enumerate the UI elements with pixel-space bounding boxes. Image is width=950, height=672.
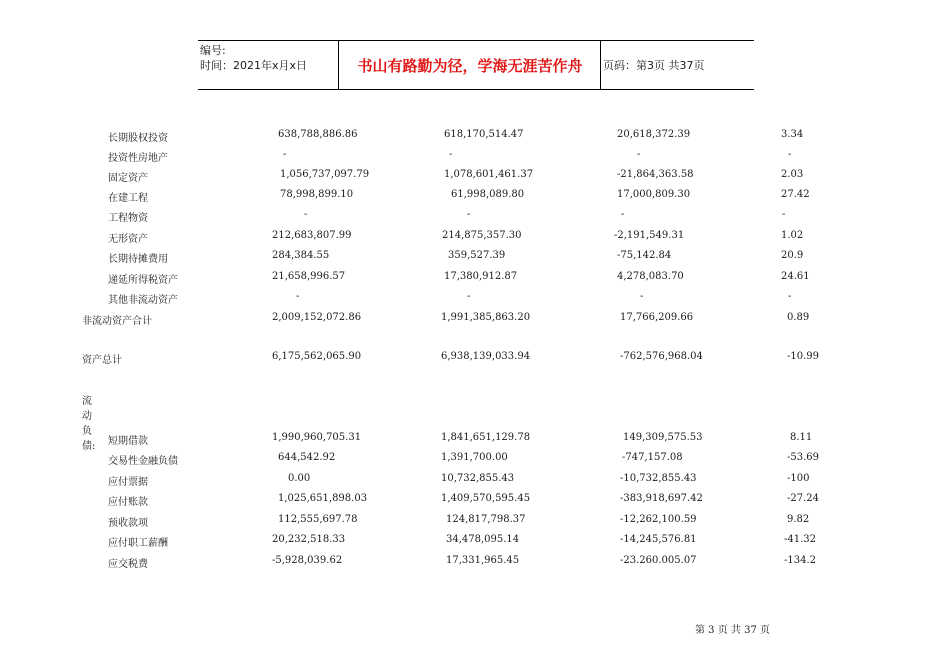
row-label: 递延所得税资产 xyxy=(108,275,178,286)
cell-value: -14,245,576.81 xyxy=(620,534,697,545)
table-row xyxy=(0,189,950,205)
cell-value: - xyxy=(449,149,453,160)
cell-value: 8.11 xyxy=(790,432,813,443)
table-row xyxy=(0,555,950,571)
cell-value: -10.99 xyxy=(787,351,820,362)
header-divider xyxy=(600,41,601,89)
cell-value: 3.34 xyxy=(781,129,804,140)
header-motto: 书山有路勤为径，学海无涯苦作舟 xyxy=(357,57,583,75)
cell-value: 24.61 xyxy=(781,271,810,282)
cell-value: 20,618,372.39 xyxy=(617,129,691,140)
row-label: 交易性金融负债 xyxy=(108,456,178,467)
table-row xyxy=(0,473,950,489)
cell-value: 638,788,886.86 xyxy=(278,129,358,140)
table-row xyxy=(0,312,950,328)
cell-value: 21,658,996.57 xyxy=(272,271,346,282)
cell-value: 17,331,965.45 xyxy=(446,555,520,566)
table-row xyxy=(0,149,950,165)
section-heading: 流动负债: xyxy=(82,396,96,452)
cell-value: -2,191,549.31 xyxy=(614,230,685,241)
cell-value: -75,142.84 xyxy=(617,250,672,261)
table-row xyxy=(0,514,950,530)
row-label: 应付职工薪酬 xyxy=(108,538,168,549)
cell-value: 9.82 xyxy=(787,514,810,525)
cell-value: 0.00 xyxy=(288,473,311,484)
row-label: 投资性房地产 xyxy=(108,153,168,164)
cell-value: 149,309,575.53 xyxy=(623,432,703,443)
cell-value: 1,391,700.00 xyxy=(441,452,508,463)
row-label: 应付账款 xyxy=(108,497,148,508)
cell-value: 61,998,089.80 xyxy=(451,189,525,200)
page-header xyxy=(198,40,754,90)
row-label: 在建工程 xyxy=(108,193,148,204)
cell-value: -10,732,855.43 xyxy=(620,473,697,484)
cell-value: 10,732,855.43 xyxy=(441,473,515,484)
cell-value: 17,000,809.30 xyxy=(617,189,691,200)
cell-value: - xyxy=(304,209,308,220)
cell-value: 644,542.92 xyxy=(278,452,336,463)
header-page-label: 页码：第3页 共37页 xyxy=(603,59,705,72)
cell-value: 6,938,139,033.94 xyxy=(441,351,531,362)
row-label: 无形资产 xyxy=(108,234,148,245)
cell-value: -23.260.005.07 xyxy=(620,555,697,566)
cell-value: 1,990,960,705.31 xyxy=(272,432,362,443)
cell-value: - xyxy=(283,149,287,160)
row-label: 资产总计 xyxy=(82,355,122,366)
cell-value: -21,864,363.58 xyxy=(617,169,694,180)
cell-value: 17,380,912.87 xyxy=(444,271,518,282)
cell-value: 212,683,807.99 xyxy=(272,230,352,241)
cell-value: 618,170,514.47 xyxy=(444,129,524,140)
cell-value: 20.9 xyxy=(781,250,804,261)
cell-value: 34,478,095.14 xyxy=(446,534,520,545)
cell-value: 284,384.55 xyxy=(272,250,330,261)
cell-value: 1,841,651,129.78 xyxy=(441,432,531,443)
cell-value: - xyxy=(788,291,792,302)
cell-value: -27.24 xyxy=(787,493,820,504)
number-label: 编号: xyxy=(200,44,226,57)
cell-value: -134.2 xyxy=(784,555,817,566)
cell-value: 359,527.39 xyxy=(448,250,506,261)
time-label: 时间：2021年x月x日 xyxy=(200,59,308,72)
cell-value: 214,875,357.30 xyxy=(442,230,522,241)
table-row xyxy=(0,493,950,509)
cell-value: 1,025,651,898.03 xyxy=(278,493,368,504)
cell-value: -383,918,697.42 xyxy=(620,493,703,504)
table-row xyxy=(0,250,950,266)
header-meta xyxy=(200,43,307,73)
cell-value: 1,056,737,097.79 xyxy=(280,169,370,180)
table-row xyxy=(0,452,950,468)
row-label: 固定资产 xyxy=(108,173,148,184)
row-label: 非流动资产合计 xyxy=(82,316,152,327)
cell-value: - xyxy=(467,209,471,220)
cell-value: 20,232,518.33 xyxy=(272,534,346,545)
cell-value: 2.03 xyxy=(781,169,804,180)
cell-value: - xyxy=(637,149,641,160)
row-label: 应付票据 xyxy=(108,477,148,488)
table-row xyxy=(0,291,950,307)
row-label: 其他非流动资产 xyxy=(108,295,178,306)
cell-value: 1,078,601,461.37 xyxy=(444,169,534,180)
cell-value: 0.89 xyxy=(787,312,810,323)
cell-value: - xyxy=(296,291,300,302)
table-row-total xyxy=(0,351,950,367)
row-label: 工程物资 xyxy=(108,213,148,224)
cell-value: 1,409,570,595.45 xyxy=(441,493,531,504)
cell-value: 4,278,083.70 xyxy=(617,271,684,282)
cell-value: - xyxy=(621,209,625,220)
cell-value: - xyxy=(788,149,792,160)
cell-value: 27.42 xyxy=(781,189,810,200)
row-label: 短期借款 xyxy=(108,436,148,447)
cell-value: 17,766,209.66 xyxy=(620,312,694,323)
cell-value: 2,009,152,072.86 xyxy=(272,312,362,323)
table-row xyxy=(0,432,950,448)
page-footer: 第 3 页 共 37 页 xyxy=(695,625,770,636)
row-label: 预收款项 xyxy=(108,518,148,529)
row-label: 长期待摊费用 xyxy=(108,254,168,265)
row-label: 应交税费 xyxy=(108,559,148,570)
header-divider xyxy=(338,41,339,89)
table-row xyxy=(0,169,950,185)
cell-value: 112,555,697.78 xyxy=(278,514,358,525)
table-row xyxy=(0,209,950,225)
table-row xyxy=(0,271,950,287)
cell-value: - xyxy=(640,291,644,302)
cell-value: -762,576,968.04 xyxy=(620,351,703,362)
cell-value: 1,991,385,863.20 xyxy=(441,312,531,323)
cell-value: 78,998,899.10 xyxy=(280,189,354,200)
table-row xyxy=(0,534,950,550)
cell-value: 6,175,562,065.90 xyxy=(272,351,362,362)
cell-value: -12,262,100.59 xyxy=(620,514,697,525)
table-row xyxy=(0,230,950,246)
row-label: 长期股权投资 xyxy=(108,133,168,144)
cell-value: 124,817,798.37 xyxy=(446,514,526,525)
cell-value: - xyxy=(467,291,471,302)
cell-value: - xyxy=(782,209,786,220)
cell-value: -41.32 xyxy=(784,534,817,545)
cell-value: 1.02 xyxy=(781,230,804,241)
cell-value: -100 xyxy=(787,473,810,484)
cell-value: -5,928,039.62 xyxy=(272,555,343,566)
table-row xyxy=(0,129,950,145)
cell-value: -747,157.08 xyxy=(622,452,683,463)
cell-value: -53.69 xyxy=(787,452,820,463)
